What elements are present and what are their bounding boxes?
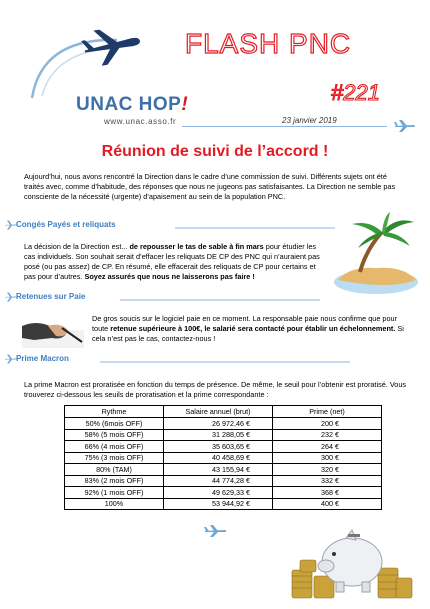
website-url[interactable]: www.unac.asso.fr <box>104 117 177 126</box>
text-run: De gros soucis sur le logiciel paie en ce moment. La responsable paie nous confirme que pour toute <box>92 314 398 333</box>
section-paragraph-prime: La prime Macron est proratisée en fonction du temps de présence. De même, le seuil pour l’obtenir est proratisé. Vous trouverez ci-dessous les seuils de proratisation et la prime correspondante : <box>24 380 407 399</box>
table-row <box>65 498 382 510</box>
table-header-prime: Prime (net) <box>273 406 382 418</box>
cell-prime: 264 € <box>273 441 382 453</box>
cell-rythme: 100% <box>65 498 164 510</box>
table-header-salaire: Salaire annuel (brut) <box>164 406 273 418</box>
table-row <box>65 475 382 487</box>
table-header-rythme: Rythme <box>65 406 164 418</box>
section-heading-prime: Prime Macron <box>16 354 69 363</box>
cell-prime: 300 € <box>273 452 382 464</box>
table-row <box>65 452 382 464</box>
section-rule <box>175 226 335 230</box>
cell-rythme: 83% (2 mois OFF) <box>65 475 164 487</box>
intro-paragraph: Aujourd’hui, nous avons rencontré la Direction dans le cadre d’une commission de suivi. Différents sujets ont été traités avec, comme d’habitude, des réponses que nous ne jugeons pas satisfaisantes. La Direction ne semble pas consciente de la nécessité (urgente) d’apaisement au sein de la population PNC. <box>24 172 396 201</box>
cell-rythme: 50% (6mois OFF) <box>65 418 164 430</box>
cell-prime: 368 € <box>273 487 382 499</box>
header-rule <box>182 126 387 127</box>
table-header-row <box>65 406 382 418</box>
page-title: Réunion de suivi de l’accord ! <box>101 143 329 160</box>
section-heading-retenues: Retenues sur Paie <box>16 292 86 301</box>
section-paragraph-conges <box>24 242 324 282</box>
hand-writing-illustration <box>22 312 84 348</box>
cell-prime: 232 € <box>273 429 382 441</box>
airplane-icon <box>204 524 228 538</box>
table-row <box>65 418 382 430</box>
cell-rythme: 80% (TAM) <box>65 464 164 476</box>
issue-date: 23 janvier 2019 <box>282 116 337 125</box>
cell-prime: 332 € <box>273 475 382 487</box>
cell-salaire: 31 288,05 € <box>164 429 273 441</box>
cell-rythme: 58% (5 mois OFF) <box>65 429 164 441</box>
text-run: pour étudier les cas individuels. Son souhait serait d’effacer les reliquats DE CP des PNC qui n’auraient pas posé (ou pas assez) de CP. En résumé, elle effacerait des reliquats de CP pour certains et pas pour d’autres. <box>24 242 320 281</box>
section-heading-conges: Congés Payés et reliquats <box>16 220 116 229</box>
piggy-bank-illustration <box>286 520 416 602</box>
cell-salaire: 35 603,65 € <box>164 441 273 453</box>
text-run: Si cela n’est pas le cas, contactez-nous ! <box>92 324 404 343</box>
cell-rythme: 92% (1 mois OFF) <box>65 487 164 499</box>
issue-number: #221 <box>331 80 380 105</box>
brand-mark: ! <box>181 94 189 115</box>
cell-rythme: 75% (3 mois OFF) <box>65 452 164 464</box>
text-run: La décision de la Direction est... <box>24 242 130 251</box>
text-run-bold: de repousser le tas de sable à fin mars <box>129 242 264 251</box>
section-rule <box>100 360 350 364</box>
brand-main: UNAC HOP <box>76 94 182 115</box>
island-illustration <box>330 210 422 296</box>
section-rule <box>120 298 320 302</box>
airplane-icon <box>394 119 416 133</box>
cell-prime: 200 € <box>273 418 382 430</box>
section-paragraph-retenues <box>92 314 407 344</box>
text-run-bold: retenue supérieure à 100€, le salarié sera contacté pour établir un échelonnement. <box>110 324 396 333</box>
text-run-bold: Soyez assurés que nous ne laisserons pas faire ! <box>84 272 255 281</box>
newsletter-title: FLASH PNC <box>185 28 352 59</box>
cell-prime: 320 € <box>273 464 382 476</box>
cell-salaire: 40 458,69 € <box>164 452 273 464</box>
brand-name <box>76 94 188 116</box>
cell-salaire: 44 774,28 € <box>164 475 273 487</box>
cell-salaire: 43 155,94 € <box>164 464 273 476</box>
cell-salaire: 49 629,33 € <box>164 487 273 499</box>
table-row <box>65 487 382 499</box>
cell-salaire: 26 972,46 € <box>164 418 273 430</box>
table-row <box>65 441 382 453</box>
cell-prime: 400 € <box>273 498 382 510</box>
prime-table <box>64 405 382 510</box>
table-row <box>65 429 382 441</box>
table-row <box>65 464 382 476</box>
cell-salaire: 53 944,92 € <box>164 498 273 510</box>
cell-rythme: 66% (4 mois OFF) <box>65 441 164 453</box>
